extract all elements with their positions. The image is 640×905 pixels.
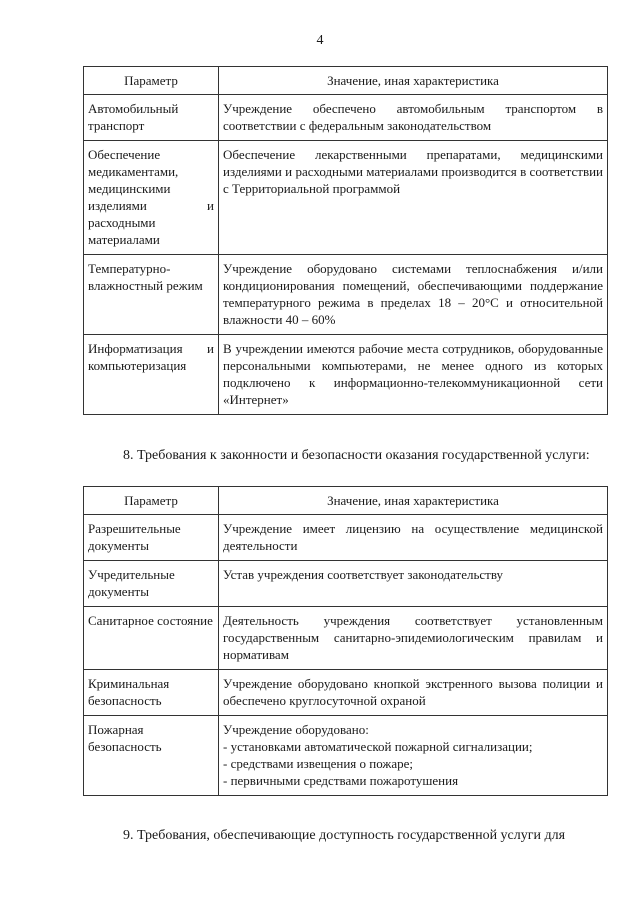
row-param: Температурно-влажностный режим — [84, 255, 219, 335]
page-number: 4 — [316, 33, 324, 48]
value-line: Учреждение оборудовано: — [223, 722, 369, 737]
table-row — [84, 515, 608, 561]
header-param: Параметр — [84, 67, 219, 95]
legality-safety-table — [83, 486, 608, 796]
header-param: Параметр — [84, 487, 219, 515]
table-header-row — [84, 67, 608, 95]
row-value: Учреждение оборудовано кнопкой экстренного вызова полиции и обеспечено круглосуточной охраной — [219, 670, 608, 716]
row-param: Пожарная безопасность — [84, 716, 219, 796]
value-line: - средствами извещения о пожаре; — [223, 756, 414, 771]
row-value-list — [219, 716, 608, 796]
row-value: Деятельность учреждения соответствует установленным государственным санитарно-эпидемиологическим правилам и нормативам — [219, 607, 608, 670]
row-param: Криминальная безопасность — [84, 670, 219, 716]
row-value: Устав учреждения соответствует законодательству — [219, 561, 608, 607]
row-value: Обеспечение лекарственными препаратами, медицинскими изделиями и расходными материалами производится в соответствии с Территориальной программой — [219, 141, 608, 255]
table-row — [84, 141, 608, 255]
row-param: Разрешительные документы — [84, 515, 219, 561]
value-line: - установками автоматической пожарной сигнализации; — [223, 739, 533, 754]
table-row — [84, 561, 608, 607]
row-param: Информатизация и компьютеризация — [84, 335, 219, 415]
table-row — [84, 335, 608, 415]
row-param: Обеспечение медикаментами, медицинскими изделиями и расходными материалами — [84, 141, 219, 255]
header-value: Значение, иная характеристика — [219, 67, 608, 95]
row-param: Учредительные документы — [84, 561, 219, 607]
transport-supply-table — [83, 66, 608, 415]
header-value: Значение, иная характеристика — [219, 487, 608, 515]
table-row — [84, 670, 608, 716]
table-header-row — [84, 487, 608, 515]
row-value: Учреждение имеет лицензию на осуществление медицинской деятельности — [219, 515, 608, 561]
table-row — [84, 716, 608, 796]
section-8-heading: 8. Требования к законности и безопасности оказания государственной услуги: — [123, 448, 590, 463]
row-param: Автомобильный транспорт — [84, 95, 219, 141]
section-9-heading: 9. Требования, обеспечивающие доступность государственной услуги для — [123, 828, 566, 843]
row-value: Учреждение оборудовано системами теплоснабжения и/или кондиционирования помещений, обеспечивающими поддержание температурного режима в пределах 18 – 20°С и относительной влажности 40 – 60% — [219, 255, 608, 335]
table-row — [84, 607, 608, 670]
row-value: Учреждение обеспечено автомобильным транспортом в соответствии с федеральным законодательством — [219, 95, 608, 141]
table-row — [84, 95, 608, 141]
table-row — [84, 255, 608, 335]
value-line: - первичными средствами пожаротушения — [223, 773, 459, 788]
row-value: В учреждении имеются рабочие места сотрудников, оборудованные персональными компьютерами, не менее одного из которых подключено к информационно-телекоммуникационной сети «Интернет» — [219, 335, 608, 415]
row-param: Санитарное состояние — [84, 607, 219, 670]
